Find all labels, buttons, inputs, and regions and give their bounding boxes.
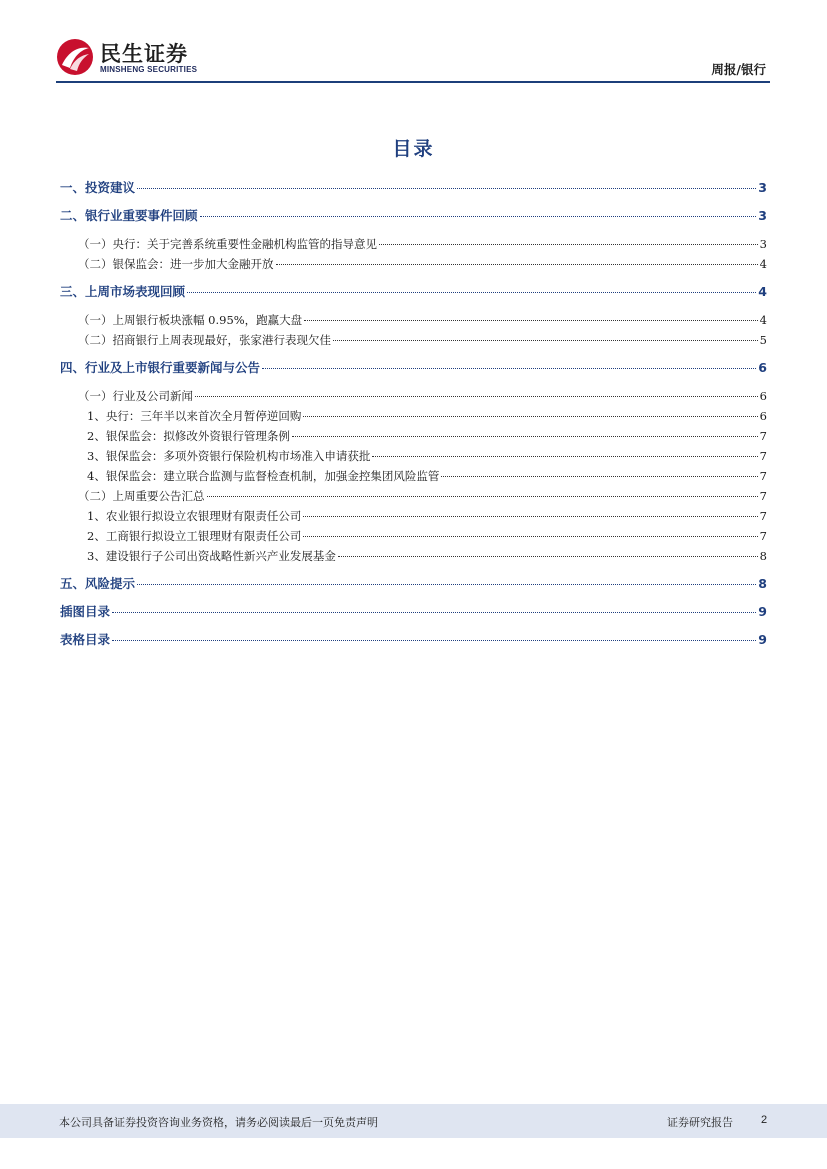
logo-english-name: MINSHENG SECURITIES bbox=[100, 65, 198, 74]
toc-entry-page: 7 bbox=[759, 489, 767, 503]
toc-leader-dots bbox=[333, 339, 758, 341]
toc-entry[interactable] bbox=[60, 602, 767, 622]
toc-entry-page: 6 bbox=[759, 389, 767, 403]
page-footer bbox=[0, 1104, 827, 1138]
toc-leader-dots bbox=[262, 367, 756, 369]
toc-entry-label: （一）央行：关于完善系统重要性金融机构监管的指导意见 bbox=[78, 237, 377, 251]
toc-leader-dots bbox=[137, 187, 756, 189]
toc-leader-dots bbox=[187, 291, 756, 293]
toc-entry-page: 4 bbox=[759, 313, 767, 327]
toc-entry[interactable] bbox=[87, 526, 767, 546]
toc-leader-dots bbox=[195, 395, 758, 397]
toc-entry[interactable] bbox=[60, 282, 767, 302]
page-header bbox=[56, 36, 770, 84]
toc-entry-label: 1、农业银行拟设立农银理财有限责任公司 bbox=[87, 509, 302, 523]
toc-entry[interactable] bbox=[60, 630, 767, 650]
toc-leader-dots bbox=[137, 583, 756, 585]
toc-entry[interactable] bbox=[87, 426, 767, 446]
toc-entry[interactable] bbox=[78, 330, 767, 350]
toc-entry-label: 插图目录 bbox=[60, 604, 111, 619]
toc-entry-label: 2、工商银行拟设立工银理财有限责任公司 bbox=[87, 529, 302, 543]
toc-entry-label: （一）行业及公司新闻 bbox=[78, 389, 193, 403]
toc-entry-page: 5 bbox=[759, 333, 767, 347]
logo-mark-icon bbox=[56, 38, 94, 76]
toc-entry-label: （二）招商银行上周表现最好，张家港行表现欠佳 bbox=[78, 333, 331, 347]
toc-leader-dots bbox=[303, 515, 757, 517]
toc-entry[interactable] bbox=[60, 574, 767, 594]
toc-entry[interactable] bbox=[60, 206, 767, 226]
toc-entry-page: 7 bbox=[759, 449, 767, 463]
toc-entry-label: 3、银保监会：多项外资银行保险机构市场准入申请获批 bbox=[87, 449, 371, 463]
toc-entry-page: 8 bbox=[759, 549, 767, 563]
toc-title: 目录 bbox=[392, 138, 435, 160]
toc-entry[interactable] bbox=[87, 466, 767, 486]
header-divider bbox=[56, 81, 770, 83]
toc-entry-page: 3 bbox=[758, 208, 767, 223]
toc-entry-page: 3 bbox=[758, 180, 767, 195]
toc-entry[interactable] bbox=[78, 486, 767, 506]
toc-entry-label: 1、央行：三年半以来首次全月暂停逆回购 bbox=[87, 409, 302, 423]
toc-entry-page: 7 bbox=[759, 529, 767, 543]
toc-entry-label: （二）银保监会：进一步加大金融开放 bbox=[78, 257, 274, 271]
toc-entry-page: 6 bbox=[758, 360, 767, 375]
logo-chinese-name: 民生证券 bbox=[100, 42, 188, 66]
toc-entry-page: 6 bbox=[759, 409, 767, 423]
footer-disclaimer: 本公司具备证券投资咨询业务资格，请务必阅读最后一页免责声明 bbox=[59, 1116, 378, 1129]
toc-leader-dots bbox=[303, 535, 757, 537]
toc-entry[interactable] bbox=[87, 446, 767, 466]
toc-leader-dots bbox=[112, 611, 756, 613]
toc-entry[interactable] bbox=[78, 310, 767, 330]
toc-entry-label: 五、风险提示 bbox=[60, 576, 136, 591]
toc-entry-page: 8 bbox=[758, 576, 767, 591]
footer-page-number: 2 bbox=[761, 1114, 768, 1126]
toc-entry[interactable] bbox=[87, 406, 767, 426]
toc-entry-page: 3 bbox=[759, 237, 767, 251]
toc-entry-label: 二、银行业重要事件回顾 bbox=[60, 208, 198, 223]
toc-leader-dots bbox=[379, 243, 758, 245]
toc-entry[interactable] bbox=[78, 386, 767, 406]
toc-entry[interactable] bbox=[78, 254, 767, 274]
toc-entry-label: （一）上周银行板块涨幅 0.95%，跑赢大盘 bbox=[78, 313, 303, 327]
toc-entry-page: 4 bbox=[758, 284, 767, 299]
toc-entry-page: 4 bbox=[759, 257, 767, 271]
toc-entry-label: 2、银保监会：拟修改外资银行管理条例 bbox=[87, 429, 290, 443]
toc-entry[interactable] bbox=[87, 506, 767, 526]
toc-entry-page: 7 bbox=[759, 509, 767, 523]
toc-entry-page: 9 bbox=[758, 632, 767, 647]
toc-leader-dots bbox=[207, 495, 758, 497]
toc-entry[interactable] bbox=[60, 178, 767, 198]
toc-entry-page: 7 bbox=[759, 429, 767, 443]
toc-entry-label: 4、银保监会：建立联合监测与监督检查机制，加强金控集团风险监管 bbox=[87, 469, 440, 483]
toc-leader-dots bbox=[303, 415, 757, 417]
toc-entry-page: 7 bbox=[759, 469, 767, 483]
toc-entry[interactable] bbox=[87, 546, 767, 566]
toc-entry-label: （二）上周重要公告汇总 bbox=[78, 489, 205, 503]
toc-leader-dots bbox=[304, 319, 757, 321]
toc-entry[interactable] bbox=[60, 358, 767, 378]
toc-entry-label: 3、建设银行子公司出资战略性新兴产业发展基金 bbox=[87, 549, 336, 563]
toc-entry-label: 表格目录 bbox=[60, 632, 111, 647]
footer-doc-type: 证券研究报告 bbox=[667, 1116, 733, 1129]
toc-entry-page: 9 bbox=[758, 604, 767, 619]
report-type: 周报/银行 bbox=[711, 62, 766, 77]
toc-leader-dots bbox=[200, 215, 757, 217]
toc-entry-label: 四、行业及上市银行重要新闻与公告 bbox=[60, 360, 261, 375]
company-logo bbox=[56, 36, 216, 82]
toc-leader-dots bbox=[276, 263, 758, 265]
toc-entry-label: 一、投资建议 bbox=[60, 180, 136, 195]
toc-leader-dots bbox=[112, 639, 756, 641]
toc-entry-label: 三、上周市场表现回顾 bbox=[60, 284, 186, 299]
toc-leader-dots bbox=[372, 455, 757, 457]
toc-leader-dots bbox=[441, 475, 757, 477]
toc-leader-dots bbox=[292, 435, 758, 437]
toc-leader-dots bbox=[338, 555, 758, 557]
toc-entry[interactable] bbox=[78, 234, 767, 254]
